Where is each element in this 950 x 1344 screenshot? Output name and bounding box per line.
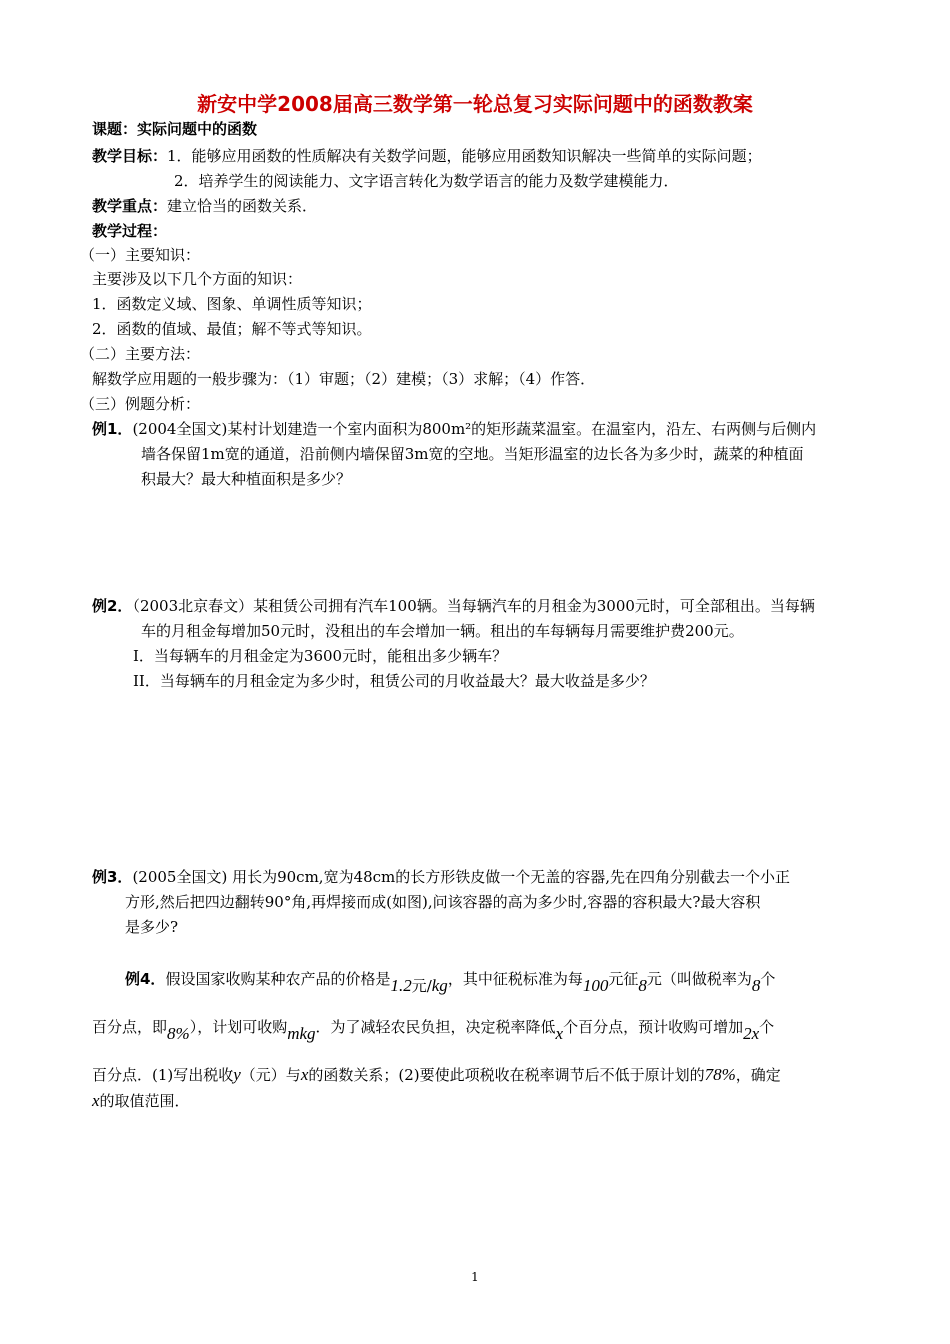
objective-item-1: 1．能够应用函数的性质解决有关数学问题，能够应用函数知识解决一些简单的实际问题；	[167, 147, 762, 165]
example3-line-3: 是多少?	[125, 918, 179, 936]
example4-text-m: 的函数关系；(2)要使此项税收在税率调节后不低于原计划的	[308, 1066, 705, 1084]
variable-x: x	[555, 1024, 564, 1043]
example4-text-a: 假设国家收购某种农产品的价格是	[165, 970, 391, 988]
example4-line-1	[125, 968, 776, 995]
variable-y: y	[233, 1065, 241, 1084]
example4-text-e: 个	[760, 970, 776, 988]
section2-heading: （二）主要方法：	[80, 345, 201, 363]
objectives-line-1	[92, 145, 762, 167]
example2-line-1	[92, 595, 815, 617]
objectives-label: 教学目标：	[92, 147, 168, 165]
tax-rate-value: 8	[751, 976, 761, 995]
example4-text-n: ，确定	[735, 1066, 781, 1084]
percent-78: 78%	[704, 1065, 736, 1084]
example2-line-2: 车的月租金每增加50元时，没租出的车会增加一辆。租出的车每辆每月需要维护费200元。	[141, 622, 744, 640]
example4-text-l: （元）与	[240, 1066, 301, 1084]
price-unit-kg: kg	[431, 976, 448, 995]
percent-value: 8%	[167, 1024, 190, 1043]
example4-text-j: 个	[759, 1018, 775, 1036]
example1-text-1: (2004全国文)某村计划建造一个室内面积为800m²的矩形蔬菜温室。在温室内，沿左、右两侧与后侧内	[132, 420, 817, 438]
document-title: 新安中学2008届高三数学第一轮总复习实际问题中的函数教案	[197, 92, 753, 116]
topic-label: 课题：	[92, 120, 138, 138]
objective-item-2: 2．培养学生的阅读能力、文字语言转化为数学语言的能力及数学建模能力．	[174, 172, 679, 190]
section1-intro: 主要涉及以下几个方面的知识：	[92, 270, 303, 288]
example4-line-4	[92, 1090, 190, 1112]
focus-text: 建立恰当的函数关系．	[167, 197, 318, 215]
example4-text-k: 百分点．(1)写出税收	[92, 1066, 234, 1084]
section3-heading: （三）例题分析：	[80, 395, 201, 413]
example4-text-f: 百分点，即	[92, 1018, 168, 1036]
variable-x-2: x	[300, 1065, 309, 1084]
section2-text: 解数学应用题的一般步骤为：（1）审题；（2）建模；（3）求解；（4）作答．	[92, 370, 596, 388]
amount-value: mkg	[287, 1024, 316, 1043]
example3-line-1	[92, 866, 790, 888]
focus-line	[92, 195, 317, 217]
topic-text: 实际问题中的函数	[137, 120, 258, 138]
example4-text-o: 的取值范围．	[99, 1092, 190, 1110]
example4-text-h: ．为了减轻农民负担，决定税率降低	[315, 1018, 556, 1036]
variable-2x: 2x	[743, 1024, 760, 1043]
section1-item-1: 1．函数定义域、图象、单调性质等知识；	[92, 295, 372, 313]
example1-line-3: 积最大？最大种植面积是多少？	[141, 470, 352, 488]
tax-base-value: 100	[582, 976, 609, 995]
example2-label: 例2．	[92, 597, 133, 615]
example4-text-g: ），计划可收购	[189, 1018, 288, 1036]
example4-label: 例4．	[125, 970, 166, 988]
price-unit: 元/	[411, 977, 432, 995]
topic-line	[92, 118, 257, 140]
price-value: 1.2	[390, 976, 412, 995]
example4-text-b: ，其中征税标准为每	[447, 970, 583, 988]
example4-text-d: 元（叫做税率为	[646, 970, 752, 988]
example4-text-c: 元征	[608, 970, 639, 988]
example2-question-1: I．当每辆车的月租金定为3600元时，能租出多少辆车？	[133, 647, 508, 665]
example2-text-1: （2003北京春文）某租赁公司拥有汽车100辆。当每辆汽车的月租金为3000元时，可全部租出。当每辆	[132, 597, 815, 615]
example3-label: 例3．	[92, 868, 133, 886]
page-number: 1	[471, 1270, 479, 1284]
example1-line-2: 墙各保留1m宽的通道，沿前侧内墙保留3m宽的空地。当矩形温室的边长各为多少时，蔬菜的种植面	[141, 445, 804, 463]
tax-value: 8	[638, 976, 647, 995]
example4-line-2	[92, 1016, 775, 1043]
example1-line-1	[92, 418, 816, 440]
example3-text-1: (2005全国文) 用长为90cm,宽为48cm的长方形铁皮做一个无盖的容器,先在四角分别截去一个小正	[132, 868, 791, 886]
example4-text-i: 个百分点，预计收购可增加	[563, 1018, 744, 1036]
example3-line-2: 方形,然后把四边翻转90°角,再焊接而成(如图),问该容器的高为多少时,容器的容积最大?最大容积	[125, 893, 761, 911]
section1-item-2: 2．函数的值域、最值；解不等式等知识。	[92, 320, 372, 338]
focus-label: 教学重点：	[92, 197, 168, 215]
example2-question-2: II．当每辆车的月租金定为多少时，租赁公司的月收益最大？最大收益是多少？	[133, 672, 655, 690]
section1-heading: （一）主要知识：	[80, 246, 201, 264]
variable-x-3: x	[92, 1091, 100, 1110]
example1-label: 例1．	[92, 420, 133, 438]
example4-line-3	[92, 1064, 781, 1086]
process-label: 教学过程：	[92, 222, 168, 240]
